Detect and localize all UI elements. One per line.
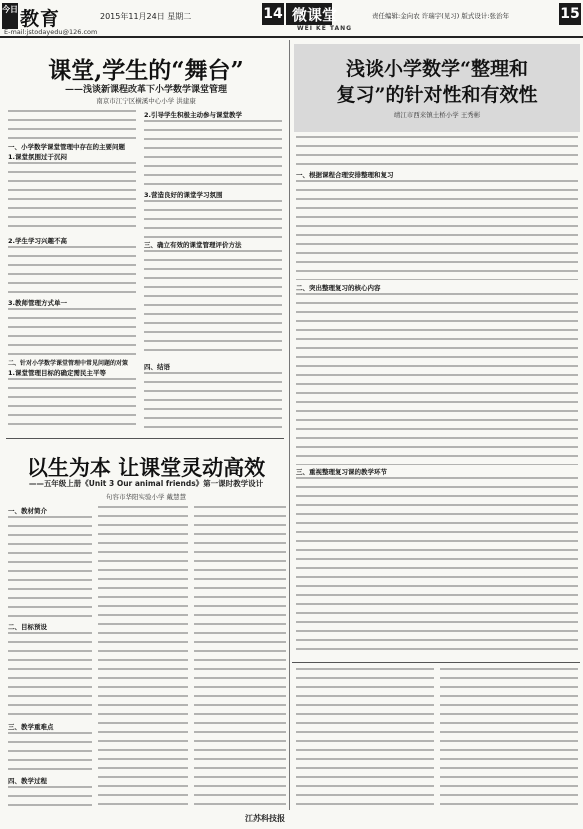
article1-body: [144, 200, 282, 240]
article1-body: [8, 378, 136, 432]
article1-heading: 三、确立有效的课堂管理评价方法: [144, 241, 242, 249]
article1-body: [144, 372, 282, 432]
article2-body: [296, 477, 578, 657]
article2-heading: 二、突出整理复习的核心内容: [296, 284, 381, 292]
publication-name: 江苏科技报: [245, 814, 285, 823]
issue-date: 2015年11月24日 星期二: [100, 12, 192, 21]
article1-heading: 1.课堂氛围过于沉闷: [8, 153, 67, 161]
newspaper-seal: 今日: [2, 3, 18, 29]
article2-title-line2: 复习”的针对性和有效性: [336, 84, 538, 106]
article3-heading: 四、教学过程: [8, 777, 47, 785]
page-number-right: 15: [559, 3, 581, 25]
article3-heading: 二、目标预设: [8, 623, 47, 631]
editor-credit: 责任编辑:金向农 许瑞宇(见习) 版式设计:张治年: [372, 12, 510, 20]
article2-body: [296, 136, 578, 168]
article-separator: [292, 662, 580, 663]
article1-heading: 1.课堂管理目标的确定需民主平等: [8, 369, 106, 377]
article1-body: [144, 250, 282, 358]
article2-heading: 一、根据课程合理安排整理和复习: [296, 171, 394, 179]
article1-body: [8, 110, 136, 140]
article2-title-line1: 浅谈小学数学“整理和: [346, 58, 528, 80]
section-title: 教育: [20, 8, 61, 30]
article1-author: 南京市江宁区横溪中心小学 洪建康: [96, 97, 196, 105]
weekly-title: 微课堂: [292, 6, 338, 24]
article1-heading: 2.引导学生积极主动参与课堂教学: [144, 111, 242, 119]
article1-heading: 3.教师管理方式单一: [8, 299, 67, 307]
article1-heading: 3.营造良好的课堂学习氛围: [144, 191, 223, 199]
article1-heading: 二、针对小学数学课堂管理中常见问题的对策: [8, 360, 129, 367]
article1-heading: 一、小学数学课堂管理中存在的主要问题: [8, 143, 125, 151]
article1-heading: 四、结语: [144, 363, 170, 371]
page-number-left: 14: [262, 3, 284, 25]
article3-body: [8, 632, 92, 718]
article2-author: 靖江市西来镇土桥小学 王秀彬: [393, 111, 481, 119]
article1-subtitle: ——浅谈新课程改革下小学数学课堂管理: [64, 85, 227, 95]
article3-heading: 三、教学重难点: [8, 723, 54, 731]
article3-body: [8, 516, 92, 620]
article1-body: [8, 246, 136, 296]
header-rule: [0, 36, 583, 38]
article3-body: [98, 506, 188, 808]
article1-body: [144, 120, 282, 188]
contact-email: E-mail:jstodayedu@126.com: [4, 28, 98, 36]
article3-body: [8, 732, 92, 774]
article3-body: [8, 786, 92, 808]
article1-body: [8, 162, 136, 234]
article2-body: [296, 668, 434, 808]
article2-body: [296, 293, 578, 465]
article2-body: [296, 180, 578, 280]
weekly-title-en: WEI KE TANG: [297, 25, 353, 32]
article1-title: 课堂,学生的“舞台”: [48, 57, 244, 84]
article1-heading: 2.学生学习兴趣不高: [8, 237, 67, 245]
article3-body: [194, 506, 286, 808]
article3-subtitle: ——五年级上册《Unit 3 Our animal friends》第一课时教学设计: [28, 479, 264, 488]
article3-heading: 一、教材简介: [8, 507, 47, 515]
article-separator: [6, 438, 284, 439]
article3-title: 以生为本 让课堂灵动高效: [26, 455, 266, 480]
article3-author: 句容市华阳实验小学 戴慧慧: [105, 493, 187, 501]
page-divider: [289, 40, 290, 810]
article2-heading: 三、重视整理复习课的教学环节: [296, 468, 387, 476]
article1-body: [8, 308, 136, 358]
article2-body: [440, 668, 578, 808]
